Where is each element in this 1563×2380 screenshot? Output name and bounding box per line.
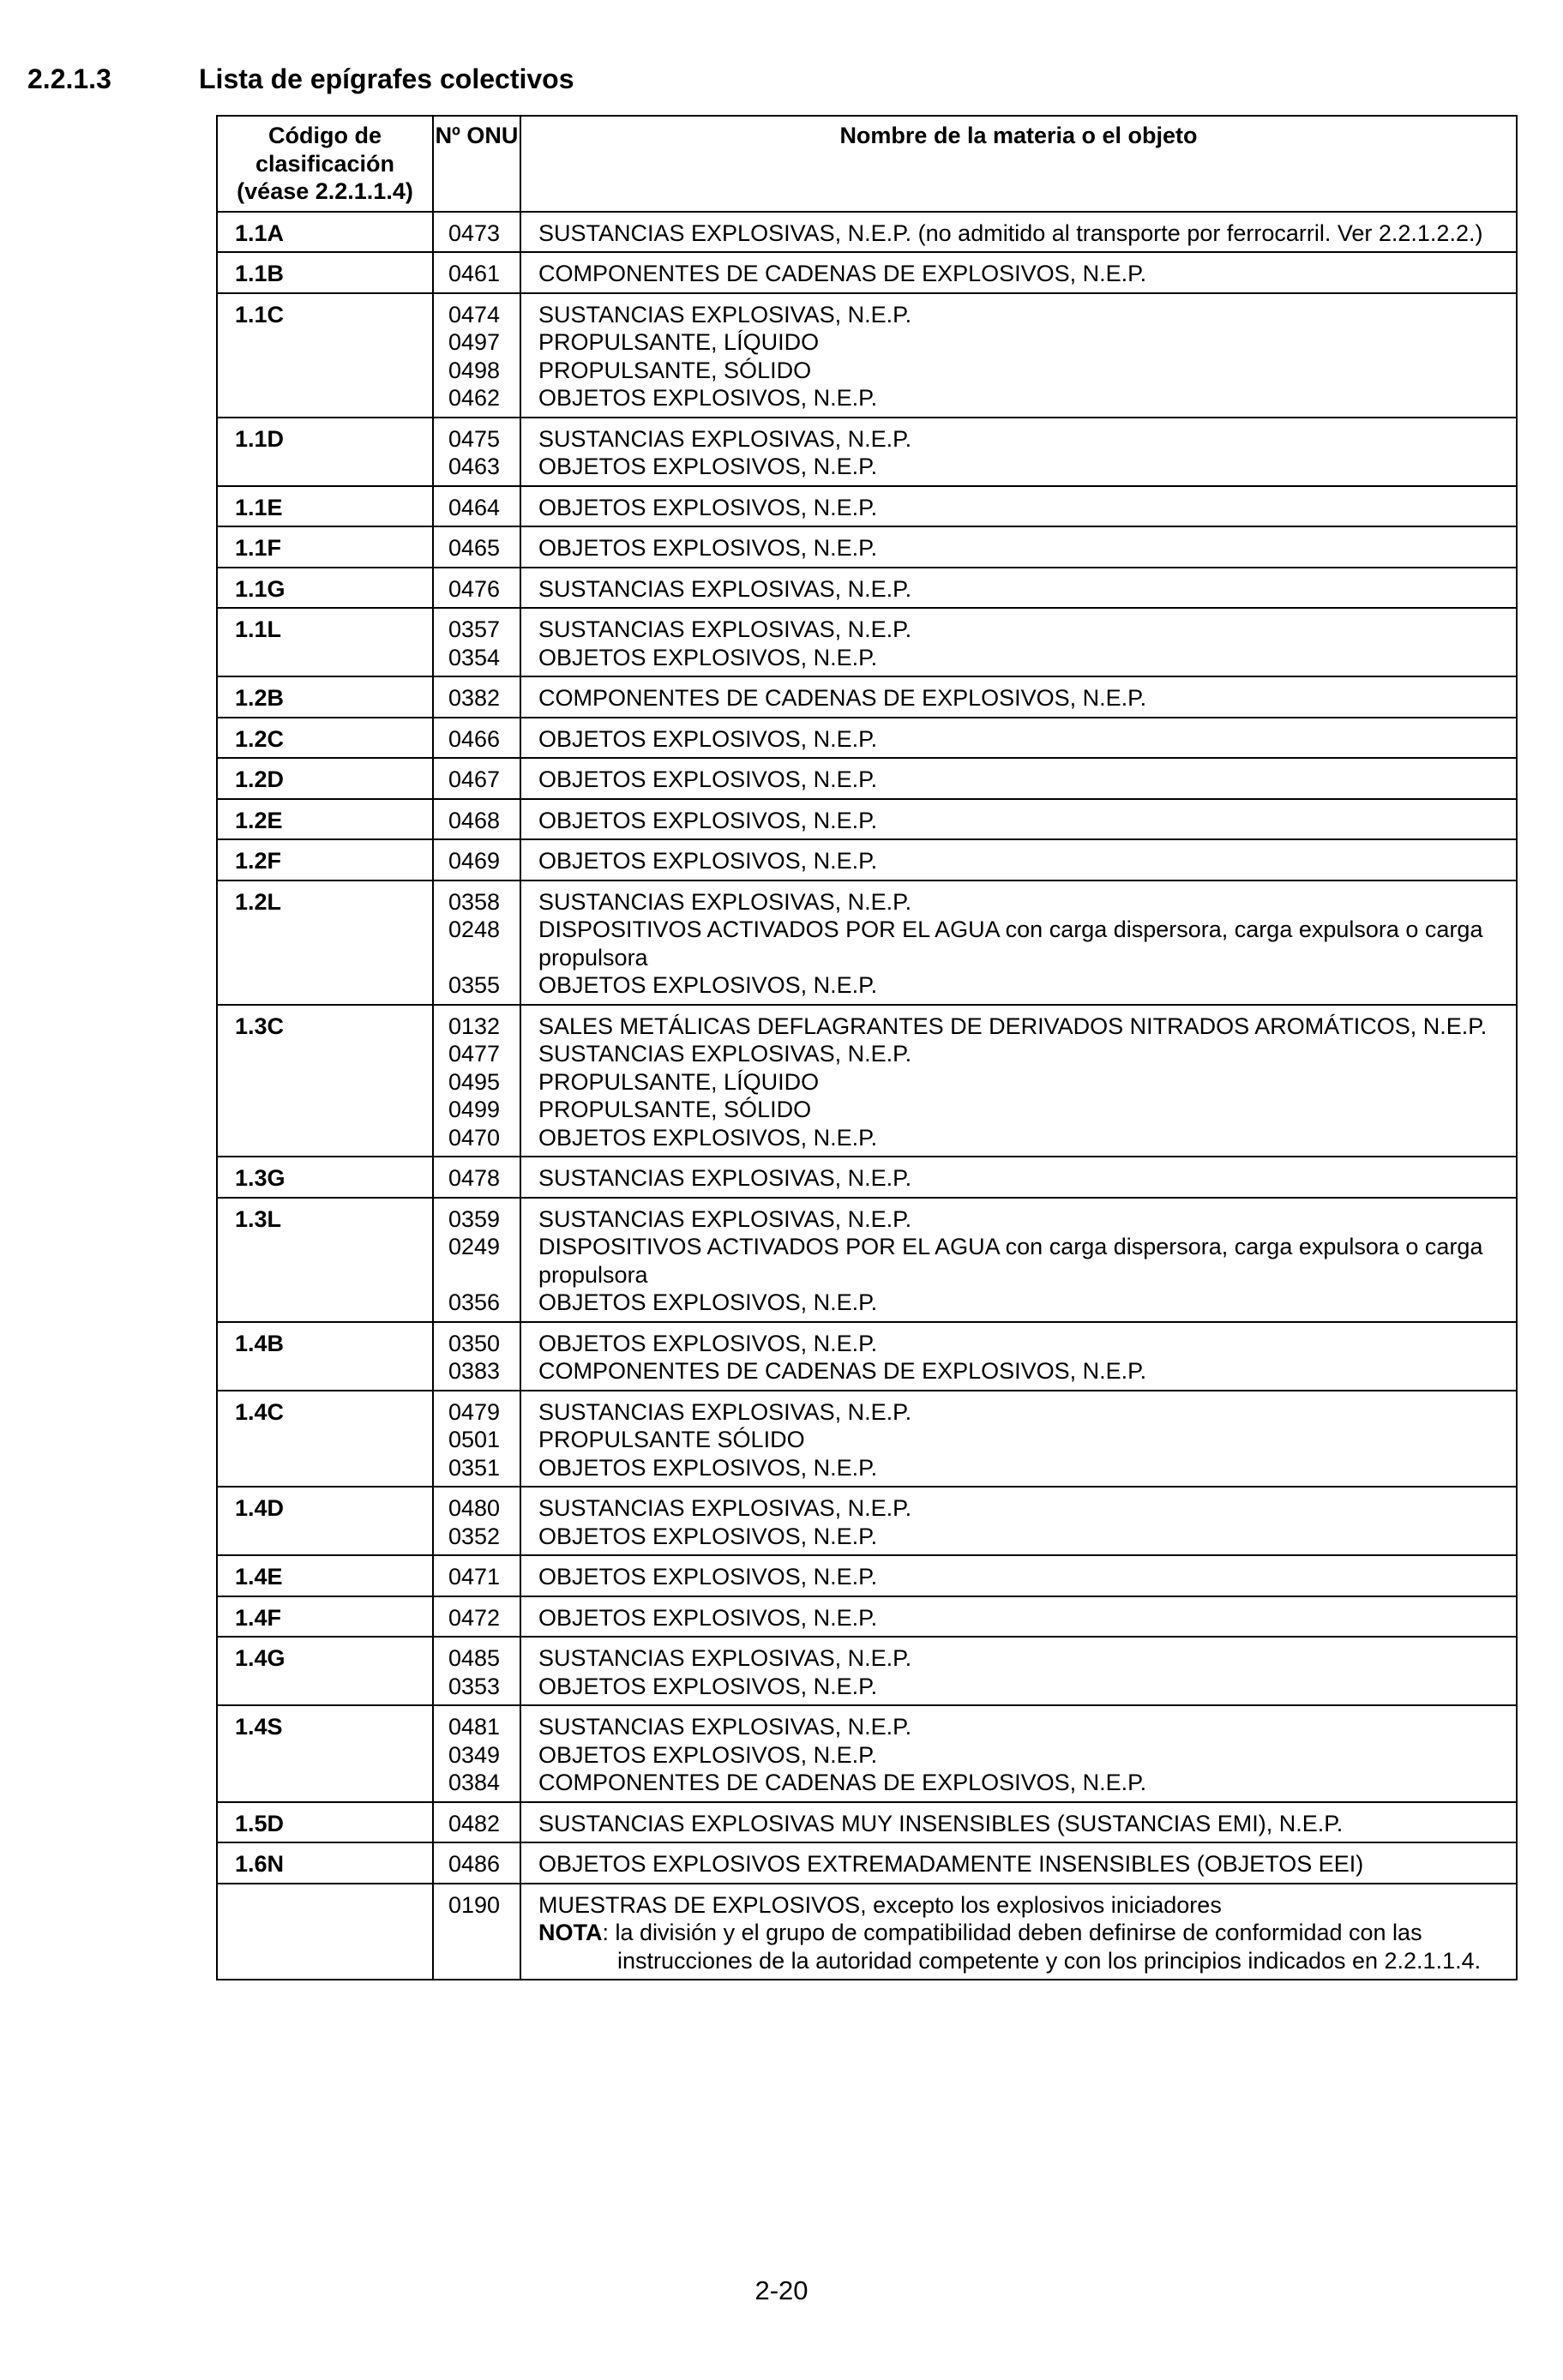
un-number: 0464 <box>448 494 501 520</box>
substance-name: OBJETOS EXPLOSIVOS, N.E.P. <box>538 1564 878 1590</box>
substance-name: SUSTANCIAS EXPLOSIVAS, N.E.P. <box>538 888 912 915</box>
un-number: 0356 <box>448 1289 501 1315</box>
un-number: 0481 <box>448 1714 501 1740</box>
section-title: Lista de epígrafes colectivos <box>199 63 574 94</box>
substance-name: SUSTANCIAS EXPLOSIVAS MUY INSENSIBLES (SUSTANCIAS EMI), N.E.P. <box>538 1810 1344 1836</box>
table-row <box>217 1157 1517 1198</box>
substance-name: DISPOSITIVOS ACTIVADOS POR EL AGUA con carga dispersora, carga expulsora o carga propulsora <box>538 1234 1483 1288</box>
substance-name-cell <box>520 418 1517 486</box>
un-number: 0497 <box>448 329 501 355</box>
table-row <box>217 1705 1517 1802</box>
substance-name: SUSTANCIAS EXPLOSIVAS, N.E.P. <box>538 1495 912 1521</box>
un-number: 0463 <box>448 454 501 479</box>
substance-name-cell <box>520 252 1517 293</box>
un-number-cell <box>433 418 520 486</box>
classification-code: 1.2C <box>217 718 433 759</box>
substance-name-cell <box>520 1705 1517 1802</box>
un-number: 0354 <box>448 644 501 670</box>
un-number: 0482 <box>448 1810 501 1836</box>
substance-name-cell <box>520 1596 1517 1638</box>
section-number: 2.2.1.3 <box>27 63 111 94</box>
substance-name: OBJETOS EXPLOSIVOS, N.E.P. <box>538 494 878 520</box>
substance-name: SUSTANCIAS EXPLOSIVAS, N.E.P. <box>538 575 912 602</box>
substance-name-cell <box>520 1842 1517 1884</box>
substance-name: OBJETOS EXPLOSIVOS, N.E.P. <box>538 644 878 670</box>
un-number: 0486 <box>448 1851 501 1877</box>
classification-code: 1.2F <box>217 839 433 880</box>
classification-code: 1.4F <box>217 1596 433 1638</box>
substance-name: COMPONENTES DE CADENAS DE EXPLOSIVOS, N.E.P. <box>538 1358 1147 1384</box>
un-number: 0462 <box>448 385 501 411</box>
table-row <box>217 1322 1517 1391</box>
substance-name: OBJETOS EXPLOSIVOS, N.E.P. <box>538 848 878 874</box>
un-number: 0473 <box>448 219 501 246</box>
classification-code: 1.4B <box>217 1322 433 1391</box>
un-number-cell <box>433 252 520 293</box>
header-classification-code: Código de clasificación (véase 2.2.1.1.4) <box>217 116 433 212</box>
un-number-cell <box>433 1842 520 1884</box>
un-number-cell <box>433 1322 520 1391</box>
substance-name: SUSTANCIAS EXPLOSIVAS, N.E.P. <box>538 1398 912 1425</box>
table-row <box>217 568 1517 609</box>
classification-code: 1.3G <box>217 1157 433 1198</box>
substance-name: OBJETOS EXPLOSIVOS, N.E.P. <box>538 1289 878 1315</box>
classification-code: 1.3C <box>217 1005 433 1157</box>
un-number-cell <box>433 839 520 880</box>
substance-name-cell <box>520 293 1517 418</box>
un-number: 0383 <box>448 1358 501 1384</box>
table-row <box>217 1391 1517 1488</box>
un-number: 0472 <box>448 1604 501 1631</box>
un-number: 0468 <box>448 807 501 833</box>
table-row <box>217 1596 1517 1638</box>
substance-name: SUSTANCIAS EXPLOSIVAS, N.E.P. <box>538 1714 912 1740</box>
substance-name-cell <box>520 718 1517 759</box>
table-row <box>217 212 1517 253</box>
classification-code: 1.6N <box>217 1842 433 1884</box>
un-number: 0495 <box>448 1068 501 1095</box>
substance-name-cell <box>520 839 1517 880</box>
table-row <box>217 1842 1517 1884</box>
substance-name: OBJETOS EXPLOSIVOS, N.E.P. <box>538 766 878 792</box>
substance-name: SUSTANCIAS EXPLOSIVAS, N.E.P. <box>538 616 912 642</box>
table-row <box>217 252 1517 293</box>
un-number: 0132 <box>448 1013 501 1039</box>
classification-code: 1.4E <box>217 1555 433 1596</box>
un-number: 0466 <box>448 725 501 752</box>
classification-code: 1.1G <box>217 568 433 609</box>
substance-name: OBJETOS EXPLOSIVOS, N.E.P. <box>538 535 878 561</box>
un-number-cell <box>433 1555 520 1596</box>
substance-name-cell <box>520 568 1517 609</box>
classification-code: 1.4C <box>217 1391 433 1488</box>
substance-name-cell <box>520 526 1517 568</box>
table-row <box>217 608 1517 676</box>
substance-name-cell <box>520 1637 1517 1705</box>
classification-code: 1.1A <box>217 212 433 253</box>
classification-code: 1.2E <box>217 799 433 840</box>
un-number-cell <box>433 608 520 676</box>
page-number: 2-20 <box>754 2275 809 2305</box>
substance-name: DISPOSITIVOS ACTIVADOS POR EL AGUA con carga dispersora, carga expulsora o carga propulsora <box>538 917 1483 971</box>
substance-name-cell <box>520 1322 1517 1391</box>
classification-code: 1.2L <box>217 880 433 1005</box>
un-number: 0479 <box>448 1398 501 1425</box>
classification-code: 1.1L <box>217 608 433 676</box>
substance-name: PROPULSANTE, SÓLIDO <box>538 357 812 383</box>
substance-name-cell <box>520 1884 1517 1980</box>
substance-name-cell <box>520 1802 1517 1843</box>
substance-name-cell <box>520 1005 1517 1157</box>
substance-name: SUSTANCIAS EXPLOSIVAS, N.E.P. <box>538 1041 912 1067</box>
note-continuation: instrucciones de la autoridad competente y con los principios indicados en 2.2.1.1.4. <box>617 1947 1482 1974</box>
substance-name: SUSTANCIAS EXPLOSIVAS, N.E.P. <box>538 1205 912 1232</box>
un-number-cell <box>433 1005 520 1157</box>
un-number: 0350 <box>448 1330 501 1356</box>
un-number: 0352 <box>448 1523 501 1549</box>
substance-name-cell <box>520 486 1517 527</box>
classification-code: 1.4D <box>217 1487 433 1555</box>
substance-name: OBJETOS EXPLOSIVOS, N.E.P. <box>538 454 878 479</box>
table-row-samples <box>217 1884 1517 1980</box>
classification-code: 1.3L <box>217 1198 433 1322</box>
substance-name: SALES METÁLICAS DEFLAGRANTES DE DERIVADOS NITRADOS AROMÁTICOS, N.E.P. <box>538 1013 1488 1039</box>
un-number: 0477 <box>448 1041 501 1067</box>
un-number: 0248 <box>448 917 501 942</box>
un-number: 0351 <box>448 1454 501 1481</box>
table-row <box>217 758 1517 799</box>
classification-code: 1.1E <box>217 486 433 527</box>
un-number: 0359 <box>448 1205 501 1232</box>
substance-name: OBJETOS EXPLOSIVOS, N.E.P. <box>538 1523 878 1549</box>
substance-name: OBJETOS EXPLOSIVOS, N.E.P. <box>538 807 878 833</box>
un-number: 0357 <box>448 616 501 642</box>
un-number: 0190 <box>448 1891 501 1918</box>
un-number: 0358 <box>448 888 501 915</box>
substance-name: PROPULSANTE, SÓLIDO <box>538 1097 812 1122</box>
un-number: 0480 <box>448 1495 501 1521</box>
substance-name-cell <box>520 1391 1517 1488</box>
substance-name: OBJETOS EXPLOSIVOS, N.E.P. <box>538 1124 878 1151</box>
table-row <box>217 1198 1517 1322</box>
substance-name: SUSTANCIAS EXPLOSIVAS, N.E.P. <box>538 425 912 452</box>
substance-name: OBJETOS EXPLOSIVOS, N.E.P. <box>538 1604 878 1631</box>
header-substance-name: Nombre de la materia o el objeto <box>520 116 1517 212</box>
substance-name: OBJETOS EXPLOSIVOS, N.E.P. <box>538 385 878 411</box>
note-label: NOTA <box>538 1920 603 1945</box>
substance-name: OBJETOS EXPLOSIVOS, N.E.P. <box>538 1454 878 1481</box>
table-row <box>217 486 1517 527</box>
un-number: 0475 <box>448 425 501 452</box>
substance-name: OBJETOS EXPLOSIVOS, N.E.P. <box>538 1330 878 1356</box>
un-number-cell <box>433 880 520 1005</box>
table-row <box>217 293 1517 418</box>
un-number: 0478 <box>448 1165 501 1191</box>
substance-name: PROPULSANTE SÓLIDO <box>538 1427 805 1452</box>
table-header <box>217 116 1517 212</box>
un-number-cell <box>433 568 520 609</box>
un-number: 0499 <box>448 1097 501 1122</box>
table-row <box>217 676 1517 718</box>
substance-name-cell <box>520 1198 1517 1322</box>
un-number-cell <box>433 1487 520 1555</box>
table-row <box>217 1802 1517 1843</box>
un-number-cell <box>433 1157 520 1198</box>
un-number: 0355 <box>448 972 501 998</box>
classification-code: 1.1C <box>217 293 433 418</box>
un-number-cell <box>433 758 520 799</box>
un-number-cell <box>433 799 520 840</box>
un-number-cell <box>433 486 520 527</box>
classification-code: 1.4S <box>217 1705 433 1802</box>
substance-name: SUSTANCIAS EXPLOSIVAS, N.E.P. <box>538 1165 912 1191</box>
un-number-cell <box>433 1198 520 1322</box>
substance-name: COMPONENTES DE CADENAS DE EXPLOSIVOS, N.E.P. <box>538 685 1147 711</box>
un-number: 0469 <box>448 848 501 874</box>
un-number: 0349 <box>448 1741 501 1768</box>
un-number: 0249 <box>448 1234 501 1259</box>
un-number: 0471 <box>448 1564 501 1590</box>
substance-name-cell <box>520 676 1517 718</box>
substance-name-cell <box>520 1157 1517 1198</box>
un-number-cell <box>433 212 520 253</box>
un-number-cell <box>433 1705 520 1802</box>
substance-name-cell <box>520 608 1517 676</box>
classification-code: 1.1B <box>217 252 433 293</box>
substance-name-cell <box>520 758 1517 799</box>
un-number: 0474 <box>448 301 501 328</box>
substance-name: PROPULSANTE, LÍQUIDO <box>538 1068 820 1095</box>
un-number: 0461 <box>448 261 501 286</box>
un-number: 0476 <box>448 575 501 602</box>
un-number-cell <box>433 1391 520 1488</box>
table-row <box>217 799 1517 840</box>
substance-name: COMPONENTES DE CADENAS DE EXPLOSIVOS, N.E.P. <box>538 1770 1147 1795</box>
un-number-cell <box>433 1637 520 1705</box>
un-number-cell <box>433 1884 520 1980</box>
un-number: 0353 <box>448 1673 501 1699</box>
substance-name-cell <box>520 212 1517 253</box>
un-number-cell <box>433 1596 520 1638</box>
note-text: : la división y el grupo de compatibilidad deben definirse de conformidad con las <box>602 1920 1422 1945</box>
substance-name-cell <box>520 880 1517 1005</box>
substance-name-cell <box>520 799 1517 840</box>
substance-name: OBJETOS EXPLOSIVOS, N.E.P. <box>538 972 878 998</box>
substance-name: OBJETOS EXPLOSIVOS, N.E.P. <box>538 725 878 752</box>
classification-code: 1.2D <box>217 758 433 799</box>
classification-code: 1.4G <box>217 1637 433 1705</box>
substance-name: OBJETOS EXPLOSIVOS EXTREMADAMENTE INSENSIBLES (OBJETOS EEI) <box>538 1851 1364 1877</box>
classification-code: 1.1D <box>217 418 433 486</box>
un-number-cell <box>433 293 520 418</box>
un-number-cell <box>433 676 520 718</box>
table-body <box>217 212 1517 1980</box>
un-number: 0498 <box>448 357 501 383</box>
substance-name-cell <box>520 1555 1517 1596</box>
substance-name: COMPONENTES DE CADENAS DE EXPLOSIVOS, N.E.P. <box>538 261 1147 286</box>
un-number-cell <box>433 526 520 568</box>
classification-code: 1.1F <box>217 526 433 568</box>
substance-name-cell <box>520 1487 1517 1555</box>
substance-name: OBJETOS EXPLOSIVOS, N.E.P. <box>538 1673 878 1699</box>
un-number: 0501 <box>448 1427 501 1452</box>
table-row <box>217 1555 1517 1596</box>
un-number: 0382 <box>448 685 501 711</box>
substance-name: PROPULSANTE, LÍQUIDO <box>538 329 820 355</box>
un-number: 0470 <box>448 1124 501 1151</box>
table-row <box>217 718 1517 759</box>
table-row <box>217 1637 1517 1705</box>
un-number-cell <box>433 1802 520 1843</box>
table-row <box>217 1005 1517 1157</box>
un-number: 0465 <box>448 535 501 561</box>
substance-name: SUSTANCIAS EXPLOSIVAS, N.E.P. (no admitido al transporte por ferrocarril. Ver 2.2.1.2.2.) <box>538 219 1483 246</box>
table-row <box>217 418 1517 486</box>
classification-code: 1.5D <box>217 1802 433 1843</box>
substance-name: SUSTANCIAS EXPLOSIVAS, N.E.P. <box>538 301 912 328</box>
table-row <box>217 880 1517 1005</box>
substance-name: SUSTANCIAS EXPLOSIVAS, N.E.P. <box>538 1645 912 1671</box>
classification-code: 1.2B <box>217 676 433 718</box>
classification-code <box>217 1884 433 1980</box>
collective-entries-table <box>216 115 1518 1980</box>
table-row <box>217 526 1517 568</box>
header-un-number: Nº ONU <box>433 116 520 212</box>
substance-name: OBJETOS EXPLOSIVOS, N.E.P. <box>538 1741 878 1768</box>
note-line <box>521 1919 1516 1947</box>
un-number: 0384 <box>448 1770 501 1795</box>
un-number: 0485 <box>448 1645 501 1671</box>
un-number: 0467 <box>448 766 501 792</box>
table-row <box>217 839 1517 880</box>
substance-name: MUESTRAS DE EXPLOSIVOS, excepto los explosivos iniciadores <box>538 1891 1222 1918</box>
table-row <box>217 1487 1517 1555</box>
un-number-cell <box>433 718 520 759</box>
